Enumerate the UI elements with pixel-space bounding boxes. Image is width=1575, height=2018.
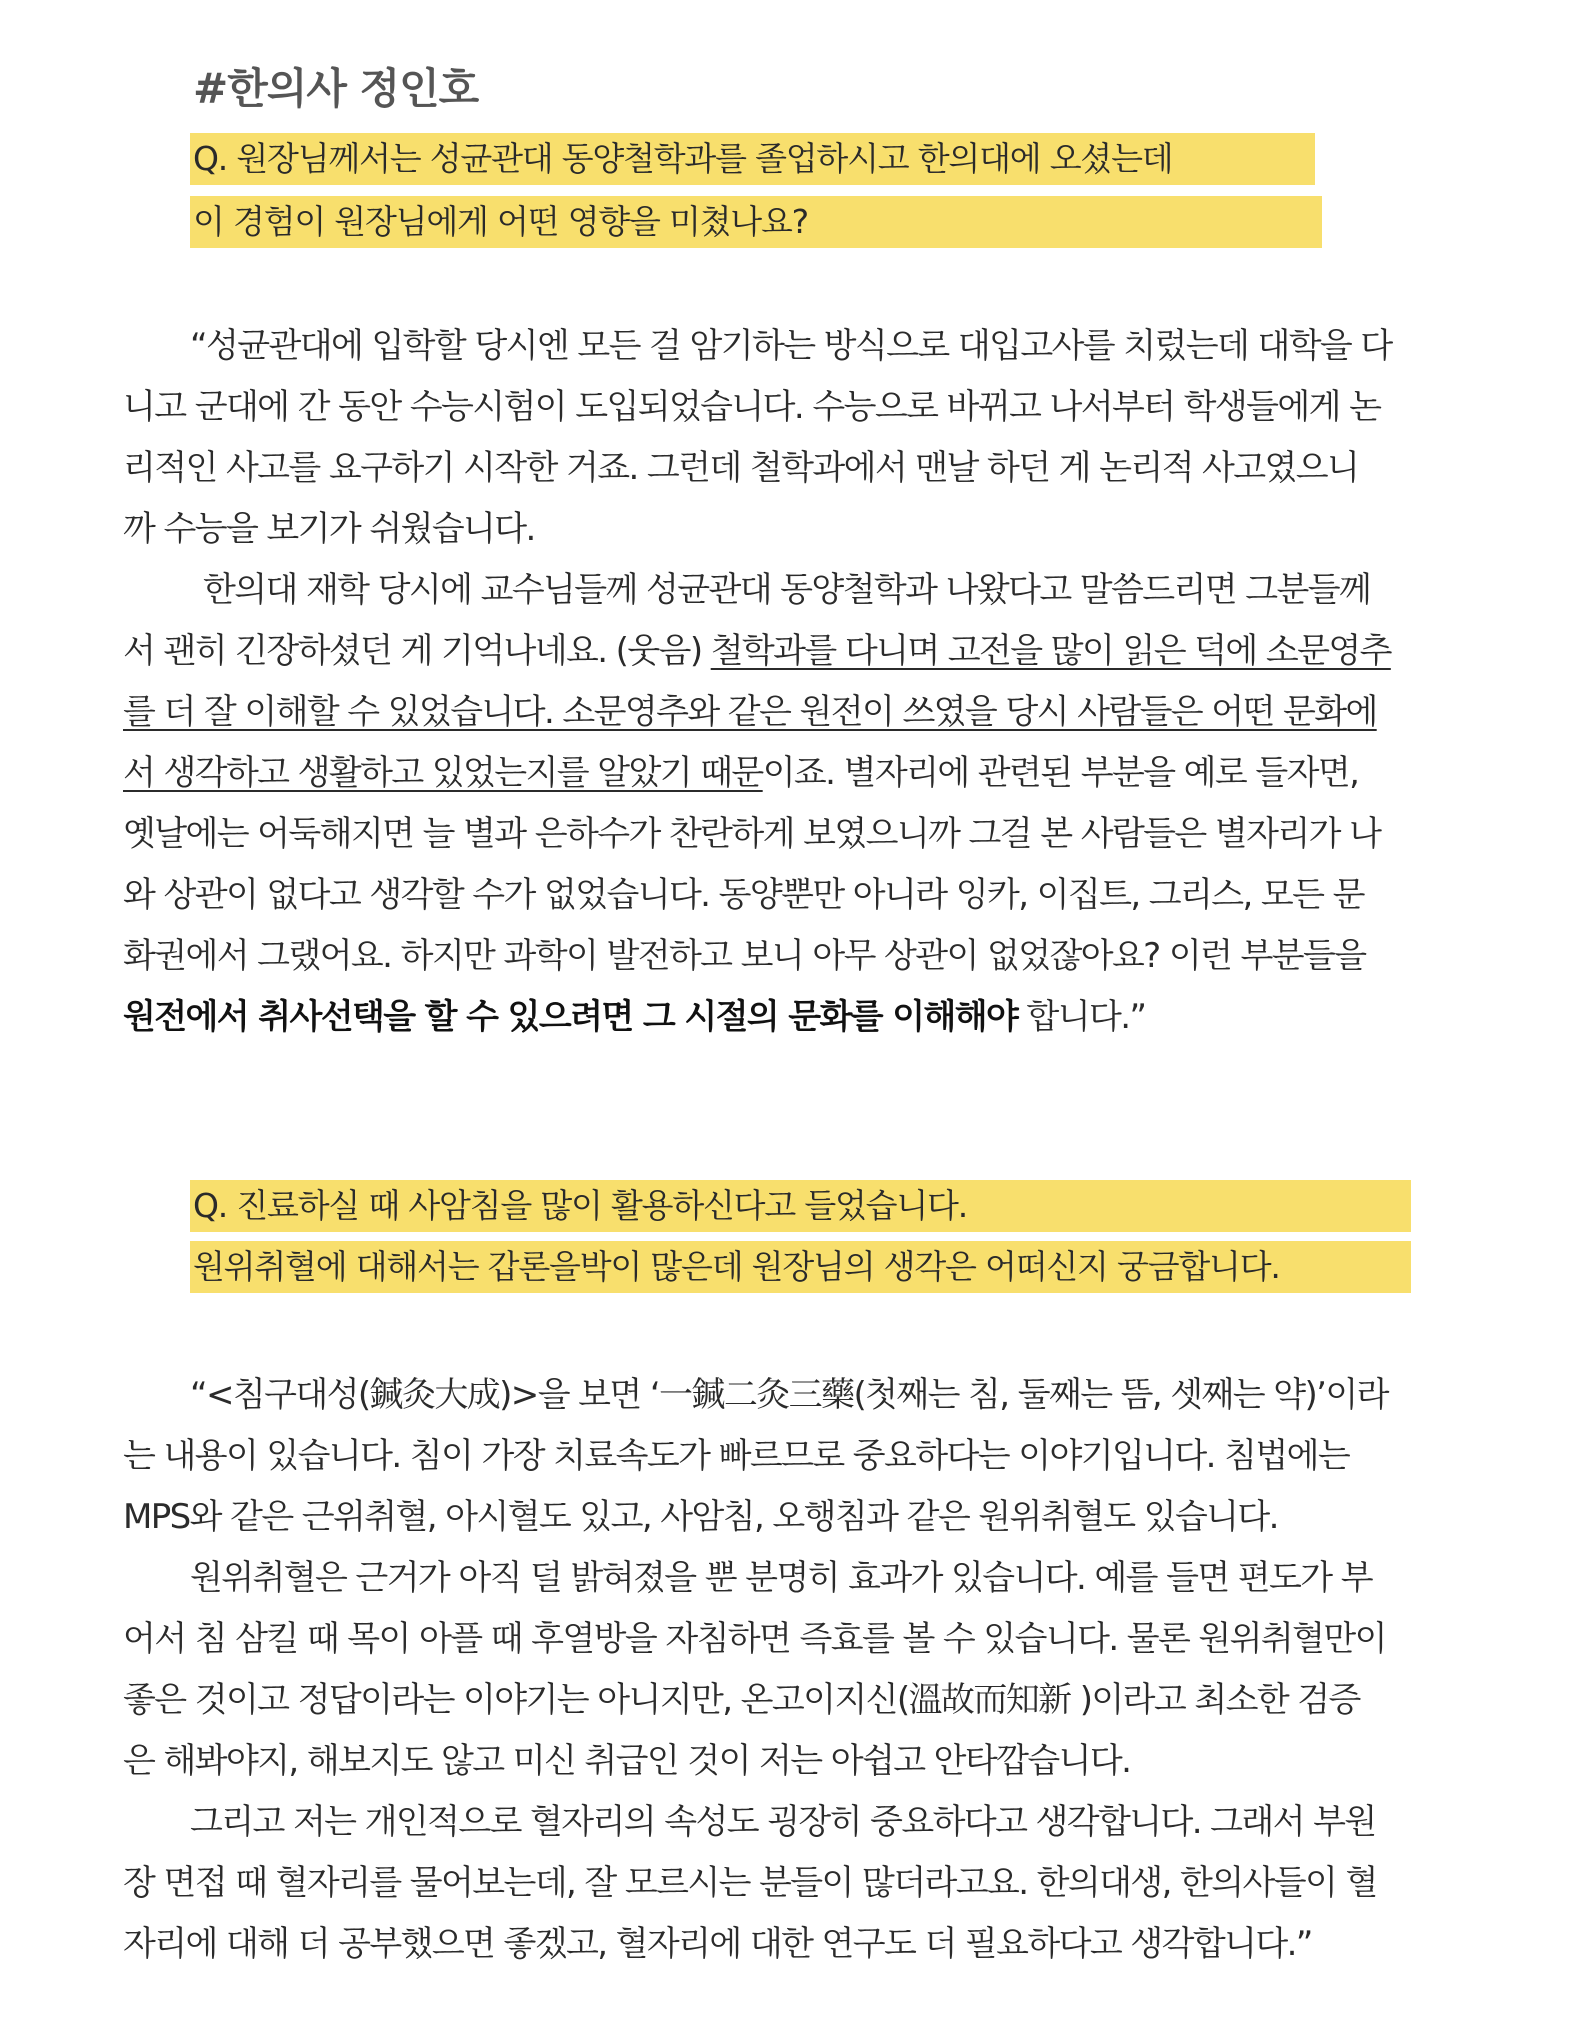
question-2-line-1-text: Q. 진료하실 때 사암침을 많이 활용하신다고 들었습니다. — [193, 1186, 968, 1225]
answer-1-line: 옛날에는 어둑해지면 늘 별과 은하수가 찬란하게 보였으니까 그걸 본 사람들은 별자리가 나 — [123, 814, 1381, 854]
answer-1-line — [123, 987, 1413, 1048]
question-2-line-2 — [190, 1241, 1411, 1293]
answer-1-line: “성균관대에 입학할 당시엔 모든 걸 암기하는 방식으로 대입고사를 치렀는데 대학을 다 — [190, 326, 1392, 366]
underlined-text: 를 더 잘 이해할 수 있었습니다. 소문영추와 같은 원전이 쓰였을 당시 사람들은 어떤 문화에 — [123, 692, 1377, 732]
question-2-line-2-text: 원위취혈에 대해서는 갑론을박이 많은데 원장님의 생각은 어떠신지 궁금합니다. — [193, 1247, 1280, 1286]
question-1-line-2 — [190, 196, 1322, 248]
answer-1-text: 이죠. 별자리에 관련된 부분을 예로 들자면, — [762, 753, 1359, 793]
answer-2-line: MPS와 같은 근위취혈, 아시혈도 있고, 사암침, 오행침과 같은 원위취혈도 있습니다. — [123, 1497, 1278, 1537]
answer-1-line — [123, 621, 1413, 682]
answer-2-line: 원위취혈은 근거가 아직 덜 밝혀졌을 뿐 분명히 효과가 있습니다. 예를 들면 편도가 부 — [190, 1558, 1372, 1598]
answer-2-line: “<침구대성(鍼灸大成)>을 보면 ‘一鍼二灸三藥(첫째는 침, 둘째는 뜸, 셋째는 약)’이라 — [190, 1375, 1388, 1415]
answer-1-line: 까 수능을 보기가 쉬웠습니다. — [123, 509, 535, 549]
answer-1-line: 리적인 사고를 요구하기 시작한 거죠. 그런데 철학과에서 맨날 하던 게 논리적 사고였으니 — [123, 448, 1359, 488]
answer-2 — [123, 1365, 1413, 1975]
answer-1-line: 와 상관이 없다고 생각할 수가 없었습니다. 동양뿐만 아니라 잉카, 이집트, 그리스, 모든 문 — [123, 875, 1364, 915]
answer-2-line: 어서 침 삼킬 때 목이 아플 때 후열방을 자침하면 즉효를 볼 수 있습니다. 물론 원위취혈만이 — [123, 1619, 1386, 1659]
underlined-text: 철학과를 다니며 고전을 많이 읽은 덕에 소문영추 — [710, 631, 1391, 671]
answer-1-line — [123, 743, 1413, 804]
answer-2-line: 은 해봐야지, 해보지도 않고 미신 취급인 것이 저는 아쉽고 안타깝습니다. — [123, 1741, 1131, 1781]
answer-1-line: 화권에서 그랬어요. 하지만 과학이 발전하고 보니 아무 상관이 없었잖아요? 이런 부분들을 — [123, 936, 1366, 976]
answer-2-line: 좋은 것이고 정답이라는 이야기는 아니지만, 온고이지신(溫故而知新 )이라고 최소한 검증 — [123, 1680, 1360, 1720]
underlined-text: 서 생각하고 생활하고 있었는지를 알았기 때문 — [123, 753, 763, 793]
bold-text: 원전에서 취사선택을 할 수 있으려면 그 시절의 문화를 이해해야 — [123, 997, 1018, 1037]
page-title: #한의사 정인호 — [193, 64, 479, 113]
answer-2-line: 는 내용이 있습니다. 침이 가장 치료속도가 빠르므로 중요하다는 이야기입니다. 침법에는 — [123, 1436, 1350, 1476]
answer-1-line: 한의대 재학 당시에 교수님들께 성균관대 동양철학과 나왔다고 말씀드리면 그분들께 — [203, 570, 1371, 610]
answer-1-line — [123, 682, 1413, 743]
answer-2-line: 그리고 저는 개인적으로 혈자리의 속성도 굉장히 중요하다고 생각합니다. 그래서 부원 — [190, 1802, 1376, 1842]
question-2-line-1 — [190, 1180, 1411, 1232]
answer-2-line: 장 면접 때 혈자리를 물어보는데, 잘 모르시는 분들이 많더라고요. 한의대생, 한의사들이 혈 — [123, 1863, 1377, 1903]
question-1-line-1 — [190, 133, 1315, 185]
answer-1-text: 서 괜히 긴장하셨던 게 기억나네요. (웃음) — [123, 631, 711, 671]
answer-2-line: 자리에 대해 더 공부했으면 좋겠고, 혈자리에 대한 연구도 더 필요하다고 생각합니다.” — [123, 1924, 1312, 1964]
question-1-line-1-text: Q. 원장님께서는 성균관대 동양철학과를 졸업하시고 한의대에 오셨는데 — [193, 139, 1173, 178]
answer-1 — [123, 316, 1413, 1048]
answer-1-text: 합니다.” — [1017, 997, 1146, 1037]
answer-1-line: 니고 군대에 간 동안 수능시험이 도입되었습니다. 수능으로 바뀌고 나서부터 학생들에게 논 — [123, 387, 1381, 427]
question-1-line-2-text: 이 경험이 원장님에게 어떤 영향을 미쳤나요? — [193, 202, 808, 241]
